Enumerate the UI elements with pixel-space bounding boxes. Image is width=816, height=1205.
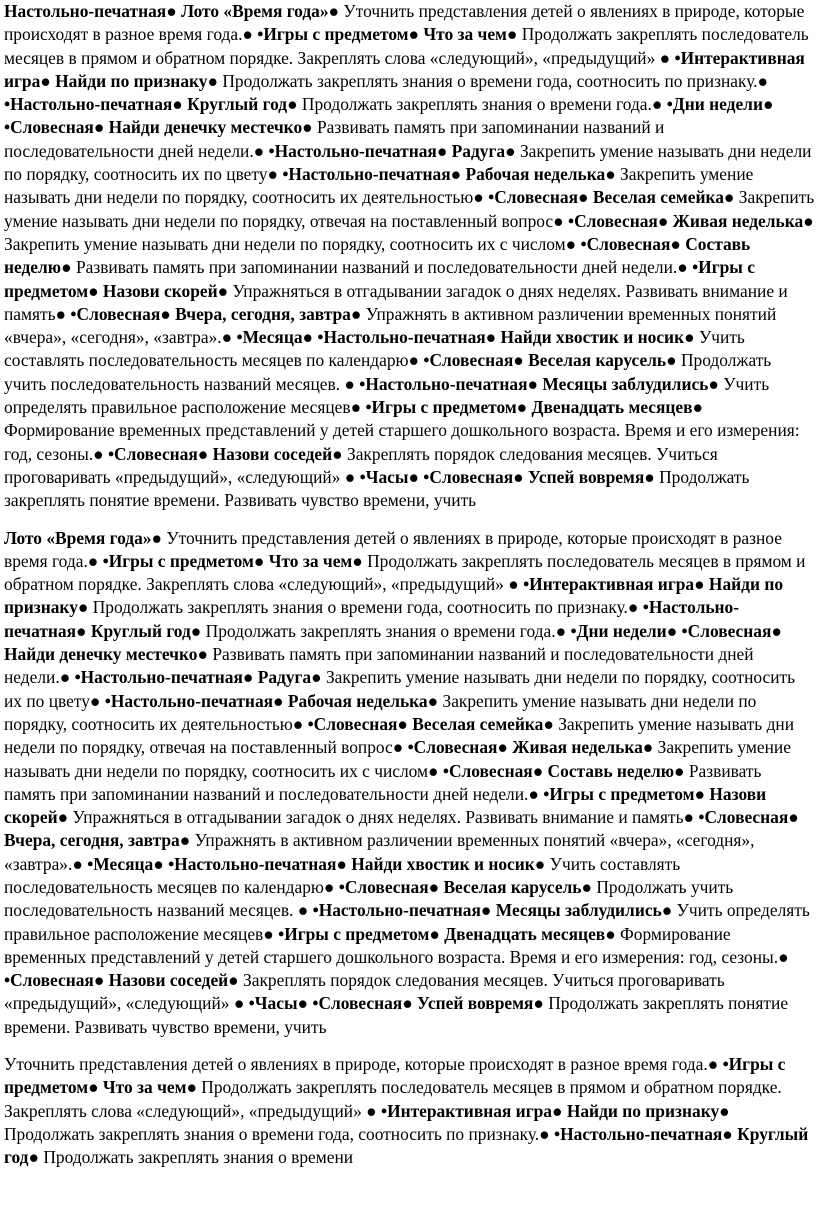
bold-game-label: •Игры с предметом● Что за чем● [4, 1054, 786, 1098]
bold-game-label: ● •Интерактивная игра● Найди по признаку● [4, 574, 784, 618]
bold-game-label: •Настольно-печатная● Рабочая неделька● [104, 690, 443, 711]
bold-game-label: •Настольно-печатная● Месяцы заблудились● [359, 373, 724, 394]
description-text: Формирование временных представлений у детей старшего дошкольного возраста. Время и его измерения: год, сезоны.● [4, 923, 789, 967]
description-text: Развивать память при запоминании названий и последовательности дней недели.● [4, 117, 665, 161]
bold-game-label: •Месяца● •Настольно-печатная● Найди хвостик и носик● [87, 853, 550, 874]
bold-game-label: •Игры с предметом● Двенадцать месяцев● [365, 397, 704, 418]
bold-game-label: •Настольно-печатная● Рабочая неделька● [282, 164, 621, 185]
description-text: Закрепить умение называть дни недели по порядку, соотносить их с числом● [4, 233, 581, 254]
description-text: Закрепить умение называть дни недели по порядку, соотносить их по цвету● [4, 667, 796, 711]
description-text: Закрепить умение называть дни недели по порядку, соотносить их с числом● [4, 737, 791, 781]
description-text: Формирование временных представлений у детей старшего дошкольного возраста. Время и его измерения: год, сезоны.● [4, 420, 800, 464]
bold-game-label: ● •Интерактивная игра● Найди по признаку● [366, 1100, 730, 1121]
description-text: Продолжать закреплять знания о времени года.● [205, 620, 571, 641]
description-text: Продолжать учить последовательность названий месяцев. ● [4, 876, 734, 921]
bold-game-label: •Игры с предметом● Что за чем● [102, 550, 368, 571]
bold-game-label: •Словесная● Назови соседей● [4, 970, 244, 991]
description-text: Продолжать закреплять последователь месяцев в прямом и обратном порядке. Закреплять слова «следующий», «предыдущий» [4, 550, 806, 595]
bold-game-label: •Месяца● •Настольно-печатная● Найди хвостик и носик● [236, 327, 699, 348]
description-text: Закрепить умение называть дни недели по порядку, соотносить их деятельностью● [4, 164, 754, 208]
bold-game-label: ● •Часы● •Словесная● Успей вовремя● [344, 466, 660, 487]
description-text: Развивать память при запоминании названий и последовательности дней недели.● [4, 760, 762, 804]
bold-game-label: •Игры с предметом● Что за чем● [257, 24, 522, 45]
description-text: Закреплять порядок следования месяцев. Учиться проговаривать «предыдущий», «следующий» [4, 970, 725, 1014]
bold-game-label: •Настольно-печатная● Радуга● [268, 140, 520, 161]
bold-game-label: ● •Интерактивная игра● Найди по признаку● [4, 47, 805, 91]
paragraph-1 [4, 0, 816, 513]
description-text: Закрепить умение называть дни недели по порядку, отвечая на поставленный вопрос● [4, 713, 795, 758]
bold-game-label: •Настольно-печатная● Круглый год● [4, 94, 302, 115]
description-text: Продолжать закреплять знания о времени [43, 1147, 354, 1168]
bold-game-label: Настольно-печатная [4, 1, 167, 21]
bold-game-label: •Словесная● Веселая карусель● [423, 350, 681, 371]
bold-game-label: •Словесная● Назови соседей● [107, 443, 347, 464]
description-text: Закрепить умение называть дни недели по порядку, отвечая на поставленный вопрос● [4, 187, 815, 231]
bold-game-label: •Словесная● Живая неделька● [407, 737, 658, 758]
bold-game-label: •Дни недели● •Словесная● Найди денечку местечко● [4, 620, 782, 665]
description-text: Продолжать закреплять знания о времени года, соотносить по признаку.● [92, 597, 643, 618]
description-text: Продолжать закреплять последователь месяцев в прямом и обратном порядке. Закреплять слова «следующий», «предыдущий» [4, 24, 809, 68]
bold-game-label: Лото «Время года»● [4, 527, 167, 548]
bold-game-label: •Дни недели● •Словесная● Найди денечку местечко● [4, 94, 774, 138]
bold-game-label: •Игры с предметом● Назови скорей● [4, 257, 755, 301]
description-text: Учить определять правильное расположение месяцев● [4, 900, 810, 944]
description-text: Развивать память при запоминании названий и последовательности дней недели.● [4, 644, 754, 688]
bold-game-label: •Настольно-печатная● Месяцы заблудились● [312, 900, 677, 921]
bold-game-label: •Словесная● Составь неделю● [4, 233, 751, 278]
bold-game-label: •Словесная● Веселая семейка● [307, 713, 559, 734]
bold-game-label: •Словесная● Веселая карусель● [338, 876, 597, 897]
description-text: Уточнить представления детей о явлениях в природе, которые происходят в разное время года.● [4, 1054, 723, 1075]
description-text: Учить составлять последовательность месяцев по календарю● [4, 853, 681, 897]
description-text: Продолжать закреплять последователь месяцев в прямом и обратном порядке. Закреплять слова «следующий», «предыдущий» [4, 1077, 782, 1121]
bold-game-label: •Словесная● Вчера, сегодня, завтра● [4, 807, 799, 851]
description-text: Уточнить представления детей о явлениях в природе, которые происходят в разное время года.● [4, 1, 805, 45]
bold-game-label: •Словесная● Составь неделю● [442, 760, 689, 781]
description-text: Упражняться в отгадывании загадок о днях неделях. Развивать внимание и память● [72, 807, 699, 828]
bold-game-label: •Игры с предметом● Назови скорей● [4, 783, 767, 828]
description-text: Учить определять правильное расположение месяцев● [4, 373, 770, 418]
bold-game-label: •Игры с предметом● Двенадцать месяцев● [278, 923, 621, 944]
bold-game-label: •Настольно-печатная● Круглый год● [4, 597, 740, 641]
description-text: Продолжать закреплять знания о времени года, соотносить по признаку.● [4, 1123, 555, 1144]
bold-game-label: •Словесная● Вчера, сегодня, завтра● [70, 303, 366, 324]
paragraph-2 [4, 527, 816, 1040]
bold-game-label: ● •Часы● •Словесная● Успей вовремя● [233, 993, 549, 1014]
description-text: Продолжать закреплять знания о времени года, соотносить по признаку.● [222, 70, 769, 91]
description-text: Упражнять в активном различении временных понятий «вчера», «сегодня», «завтра».● [4, 830, 755, 874]
bold-game-label: •Настольно-печатная● Круглый год● [4, 1123, 809, 1168]
bold-game-label: •Словесная● Живая неделька● [567, 210, 814, 231]
description-text: Уточнить представления детей о явлениях в природе, которые происходят в разное время года.● [4, 527, 782, 571]
description-text: Продолжать закреплять понятие времени. Развивать чувство времени, учить [4, 466, 750, 511]
bold-game-label: •Настольно-печатная● Радуга● [74, 667, 326, 688]
description-text: Учить составлять последовательность месяцев по календарю● [4, 327, 745, 371]
description-text: Закрепить умение называть дни недели по порядку, соотносить их деятельностью● [4, 690, 757, 734]
bold-game-label: •Словесная● Веселая семейка● [488, 187, 739, 208]
description-text: Развивать память при запоминании названий и последовательности дней недели.● [75, 257, 693, 278]
description-text: Закрепить умение называть дни недели по порядку, соотносить их по цвету● [4, 140, 812, 185]
description-text: Упражняться в отгадывании загадок о днях неделях. Развивать внимание и память● [4, 280, 788, 324]
description-text: Продолжать учить последовательность названий месяцев. ● [4, 350, 772, 394]
description-text: Продолжать закреплять понятие времени. Развивать чувство времени, учить [4, 993, 789, 1037]
paragraph-3 [4, 1053, 816, 1169]
description-text: Продолжать закреплять знания о времени года.● [301, 94, 667, 115]
bold-game-label: ● Лото «Время года»● [166, 1, 344, 21]
description-text: Упражнять в активном различении временных понятий «вчера», «сегодня», «завтра».● [4, 303, 777, 348]
description-text: Закреплять порядок следования месяцев. Учиться проговаривать «предыдущий», «следующий» [4, 443, 718, 487]
